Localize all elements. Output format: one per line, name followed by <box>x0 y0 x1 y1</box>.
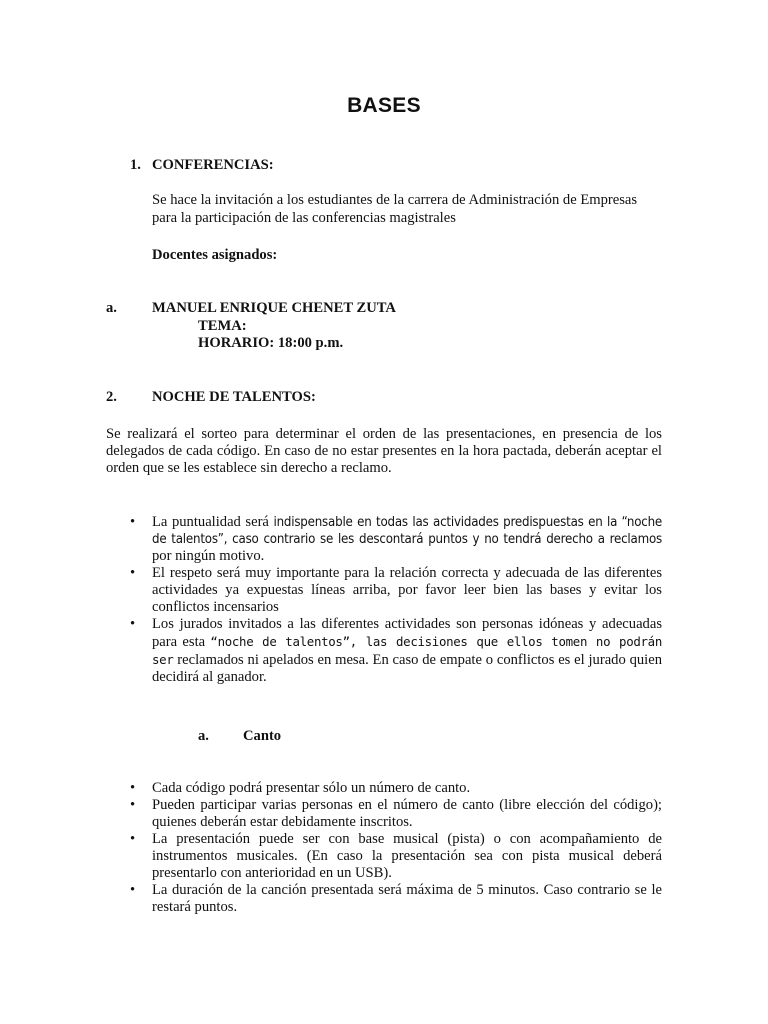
list-item <box>130 616 662 686</box>
bullet-glyph: • <box>130 616 136 632</box>
section-1-paragraph-line-2: para la participación de las conferencias magistrales <box>152 210 456 226</box>
rule-1-text: La puntualidad será <box>152 514 274 530</box>
rule-1-text-end: por ningún motivo. <box>152 548 265 564</box>
canto-rule-text: La presentación puede ser con base musical (pista) o con acompañamiento de instrumentos musicales. (En caso la presentación sea con pista musical deberá presentarlo con anterioridad en un USB). <box>152 831 662 881</box>
list-item <box>130 797 662 831</box>
list-item <box>130 831 662 882</box>
rule-2-text: El respeto será muy importante para la relación correcta y adecuada de las diferentes actividades ya expuestas líneas arriba, por favor leer bien las bases y evitar los conflictos incensarios <box>152 565 662 615</box>
bullet-glyph: • <box>130 565 136 581</box>
section-2-intro: Se realizará el sorteo para determinar el orden de las presentaciones, en presencia de los delegados de cada código. En caso de no estar presentes en la hora pactada, deberán aceptar el orden que se les establece sin derecho a reclamo. <box>106 426 662 476</box>
canto-heading: Canto <box>243 728 282 744</box>
canto-rules-list <box>130 780 662 916</box>
docente-horario: HORARIO: 18:00 p.m. <box>198 335 344 351</box>
rule-3-text: Los jurados invitados a las diferentes actividades son personas idóneas y adecuadas para esta <box>152 616 662 650</box>
rule-1-text-alt-font: indispensable en todas las actividades predispuestas en la “noche de talentos”, caso contrario se les descontará puntos y no tendrá derecho a reclamos <box>152 515 662 547</box>
list-item <box>130 514 662 565</box>
rule-3-text-end: reclamados ni apelados en mesa. En caso de empate o conflictos es el jurado quien decidirá al ganador. <box>152 652 662 685</box>
section-1-paragraph-line-1: Se hace la invitación a los estudiantes de la carrera de Administración de Empresas <box>152 192 638 208</box>
bullet-glyph: • <box>130 797 136 813</box>
list-item <box>130 780 662 797</box>
bullet-glyph: • <box>130 514 136 530</box>
page-title: BASES <box>347 94 421 117</box>
list-item <box>130 565 662 616</box>
canto-marker: a. <box>198 728 209 744</box>
section-1-number: 1. <box>130 157 141 173</box>
rule-3-text-mono: “noche de talentos”, las decisiones que ellos tomen no podrán ser <box>152 634 662 667</box>
bullet-glyph: • <box>130 831 136 847</box>
bullet-glyph: • <box>130 882 136 898</box>
docente-name: MANUEL ENRIQUE CHENET ZUTA <box>152 300 396 316</box>
bullet-glyph: • <box>130 780 136 796</box>
section-2-number: 2. <box>106 389 117 405</box>
docente-tema: TEMA: <box>198 318 247 334</box>
canto-rule-text: Pueden participar varias personas en el número de canto (libre elección del código); quienes deberán estar debidamente inscritos. <box>152 797 662 830</box>
docentes-label: Docentes asignados: <box>152 247 278 263</box>
section-1-heading: CONFERENCIAS: <box>152 157 274 173</box>
talent-rules-list <box>130 514 662 686</box>
canto-rule-text: La duración de la canción presentada será máxima de 5 minutos. Caso contrario se le restará puntos. <box>152 882 662 915</box>
list-item <box>130 882 662 916</box>
docente-marker: a. <box>106 300 117 316</box>
section-2-heading: NOCHE DE TALENTOS: <box>152 389 316 405</box>
canto-rule-text: Cada código podrá presentar sólo un número de canto. <box>152 780 471 796</box>
